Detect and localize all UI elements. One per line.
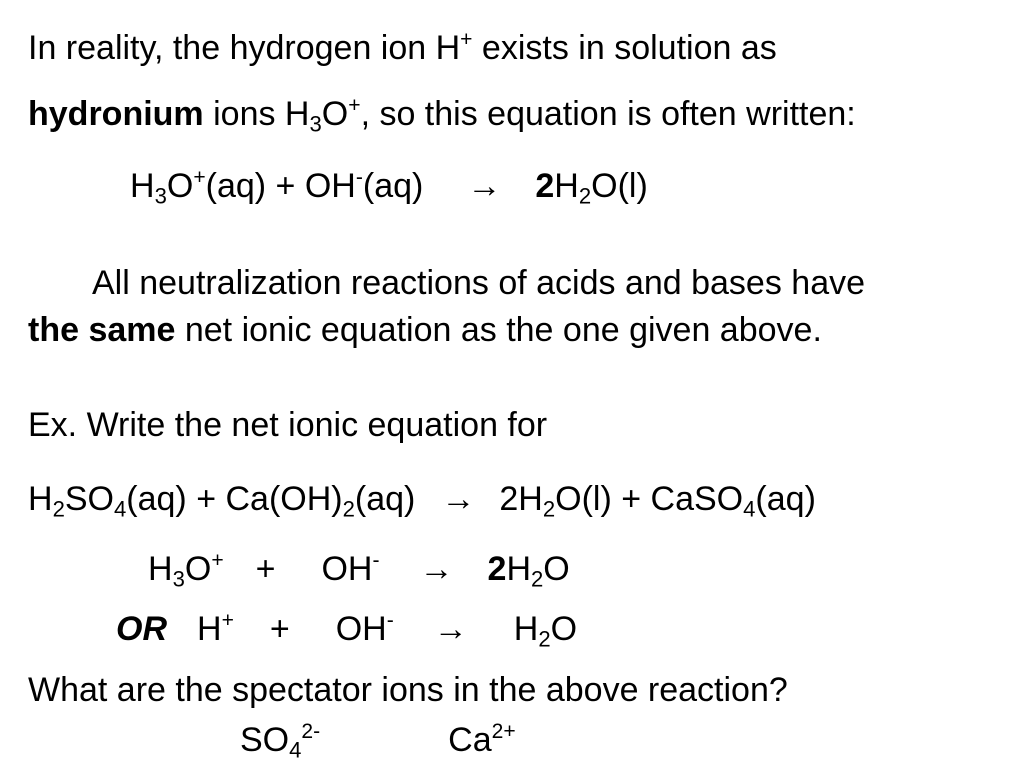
eq-text: H [513,610,539,648]
superscript: 2- [301,719,321,743]
right-arrow-icon: → [467,167,502,205]
subscript: 4 [743,496,756,522]
intro-line-2 [28,93,856,137]
intro-text: , so this equation is often written: [360,95,856,133]
eq-text: H [197,610,222,648]
superscript: - [355,165,363,189]
eq-text: OH [321,550,373,588]
eq-text: H [506,550,531,588]
eq-text: (aq) [362,167,424,205]
eq-text: SO [64,480,114,518]
or-label: OR [116,610,167,648]
plus-sign: + [255,550,276,588]
question-line [28,673,788,707]
eq-text: H [554,167,579,205]
paragraph-line-2 [28,313,822,347]
eq-text: O [543,550,570,588]
eq-text: (aq) + OH [205,167,356,205]
eq-text: Ca [448,721,492,759]
subscript: 4 [289,737,302,763]
eq-text: SO [240,721,290,759]
subscript: 2 [531,566,544,592]
eq-text: H [28,480,53,518]
subscript: 2 [342,496,355,522]
superscript: - [372,548,380,572]
intro-text: O [321,95,349,133]
eq-text: H [148,550,173,588]
bold-term-hydronium: hydronium [28,95,204,133]
example-label [28,408,547,442]
equation-hydronium-hydroxide [130,165,648,209]
subscript: 3 [154,183,167,209]
question-text: What are the spectator ions in the above reaction? [28,671,788,709]
eq-text: (aq) + Ca(OH) [126,480,343,518]
right-arrow-icon: → [419,550,454,588]
answer-line [240,719,516,763]
superscript: - [386,608,394,632]
eq-text: O [550,610,578,648]
equation-net-ionic-proton [116,608,578,652]
plus-sign: + [269,610,290,648]
subscript: 3 [309,111,322,137]
eq-text: (aq) [354,480,416,518]
paragraph-line-1 [92,266,865,300]
subscript: 2 [542,496,556,522]
example-text: Ex. Write the net ionic equation for [28,406,548,444]
superscript: + [460,27,473,51]
subscript: 2 [538,626,551,652]
superscript: 2+ [491,719,516,743]
bold-term-the-same: the same [28,311,176,349]
paragraph-text: net ionic equation as the one given above. [175,311,822,349]
answer-calcium [448,721,516,759]
subscript: 2 [578,183,592,209]
coefficient: 2 [535,167,555,205]
eq-text: 2H [499,480,543,518]
intro-text: ions H [203,95,310,133]
eq-text: O(l) [591,167,648,205]
equation-net-ionic-hydronium [148,548,570,592]
intro-text: In reality, the hydrogen ion H [28,29,461,67]
superscript: + [193,165,206,189]
eq-text: O(l) + CaSO [555,480,744,518]
intro-text: exists in solution as [472,29,777,67]
eq-text: O [166,167,194,205]
subscript: 3 [172,566,185,592]
superscript: + [221,608,234,632]
right-arrow-icon: → [441,480,476,518]
eq-text: (aq) [755,480,816,518]
eq-text: O [184,550,212,588]
subscript: 4 [113,496,127,522]
paragraph-text: All neutralization reactions of acids and bases have [92,264,866,302]
equation-sulfuric-acid [28,480,816,522]
eq-text: H [130,167,155,205]
eq-text: OH [335,610,387,648]
right-arrow-icon: → [433,610,468,648]
subscript: 2 [52,496,65,522]
superscript: + [348,93,361,117]
answer-sulfate [240,719,321,763]
coefficient: 2 [487,550,507,588]
superscript: + [211,548,224,572]
intro-line-1 [28,27,777,67]
